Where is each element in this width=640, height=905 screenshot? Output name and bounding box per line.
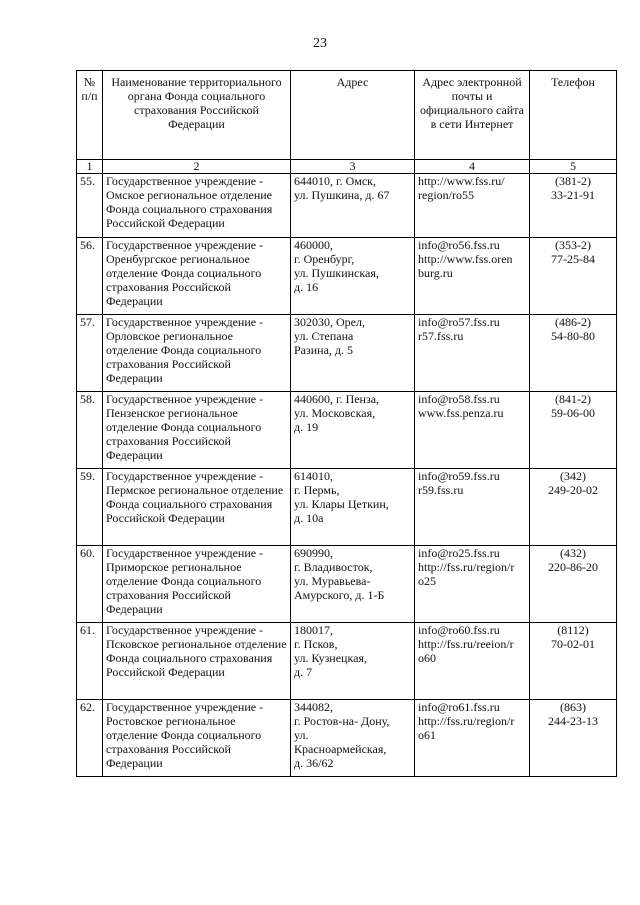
- office-name: Государственное учреждение - Приморское региональное отделение Фонда социального страхования Российской Федерации: [103, 546, 291, 623]
- contact-line: r59.fss.ru: [418, 483, 464, 497]
- contact-line: r57.fss.ru: [418, 329, 464, 343]
- column-number-row: [77, 160, 617, 174]
- table-row: [77, 623, 617, 700]
- contact-line: www.fss.penza.ru: [418, 406, 504, 420]
- office-address: 460000, г. Оренбург, ул. Пушкинская, д. 16: [291, 238, 415, 315]
- row-number: 56.: [77, 238, 103, 315]
- table-row: [77, 174, 617, 238]
- row-number: 58.: [77, 392, 103, 469]
- contact-line: o60: [418, 651, 436, 665]
- office-contact: [415, 238, 530, 315]
- table-body: [77, 174, 617, 777]
- row-number: 62.: [77, 700, 103, 777]
- office-address: 180017, г. Псков, ул. Кузнецкая, д. 7: [291, 623, 415, 700]
- office-address: 440600, г. Пенза, ул. Московская, д. 19: [291, 392, 415, 469]
- contact-line: info@ro61.fss.ru: [418, 700, 500, 714]
- page-number: 23: [313, 36, 327, 51]
- phone-number: 59-06-00: [551, 406, 595, 420]
- office-phone: [530, 174, 617, 238]
- header-address: Адрес: [291, 71, 415, 160]
- fss-offices-table: [76, 70, 617, 777]
- table-row: [77, 315, 617, 392]
- office-contact: [415, 546, 530, 623]
- column-number: 1: [77, 160, 103, 174]
- row-number: 57.: [77, 315, 103, 392]
- row-number: 55.: [77, 174, 103, 238]
- phone-area-code: (863): [560, 700, 586, 714]
- contact-line: info@ro25.fss.ru: [418, 546, 500, 560]
- office-name: Государственное учреждение - Орловское региональное отделение Фонда социального страхования Российской Федерации: [103, 315, 291, 392]
- office-name: Государственное учреждение - Ростовское региональное отделение Фонда социального страхования Российской Федерации: [103, 700, 291, 777]
- phone-number: 70-02-01: [551, 637, 595, 651]
- phone-area-code: (342): [560, 469, 586, 483]
- office-name: Государственное учреждение - Пензенское региональное отделение Фонда социального страхования Российской Федерации: [103, 392, 291, 469]
- contact-line: info@ro57.fss.ru: [418, 315, 500, 329]
- office-name: Государственное учреждение - Омское региональное отделение Фонда социального страхования Российской Федерации: [103, 174, 291, 238]
- phone-area-code: (841-2): [555, 392, 591, 406]
- contact-line: info@ro59.fss.ru: [418, 469, 500, 483]
- phone-area-code: (353-2): [555, 238, 591, 252]
- office-contact: [415, 700, 530, 777]
- office-contact: [415, 392, 530, 469]
- phone-number: 249-20-02: [548, 483, 598, 497]
- phone-area-code: (8112): [557, 623, 589, 637]
- row-number: 59.: [77, 469, 103, 546]
- column-number: 2: [103, 160, 291, 174]
- contact-line: region/ro55: [418, 188, 474, 202]
- contact-line: info@ro60.fss.ru: [418, 623, 500, 637]
- office-phone: [530, 546, 617, 623]
- office-name: Государственное учреждение - Псковское региональное отделение Фонда социального страхования Российской Федерации: [103, 623, 291, 700]
- contact-line: info@ro58.fss.ru: [418, 392, 500, 406]
- header-name: Наименование территориального органа Фонда социального страхования Российской Федерации: [103, 71, 291, 160]
- header-contact: Адрес электронной почты и официального сайта в сети Интернет: [415, 71, 530, 160]
- office-phone: [530, 469, 617, 546]
- office-name: Государственное учреждение - Оренбургское региональное отделение Фонда социального страхования Российской Федерации: [103, 238, 291, 315]
- office-name: Государственное учреждение - Пермское региональное отделение Фонда социального страхования Российской Федерации: [103, 469, 291, 546]
- office-contact: [415, 315, 530, 392]
- header-phone: Телефон: [530, 71, 617, 160]
- contact-line: http://fss.ru/region/r: [418, 560, 515, 574]
- contact-line: http://www.fss.oren: [418, 252, 513, 266]
- phone-area-code: (432): [560, 546, 586, 560]
- column-number: 3: [291, 160, 415, 174]
- table-row: [77, 700, 617, 777]
- office-address: 644010, г. Омск, ул. Пушкина, д. 67: [291, 174, 415, 238]
- office-address: 344082, г. Ростов-на- Дону, ул. Красноармейская, д. 36/62: [291, 700, 415, 777]
- contact-line: info@ro56.fss.ru: [418, 238, 500, 252]
- table-row: [77, 469, 617, 546]
- contact-line: http://fss.ru/reeion/r: [418, 637, 514, 651]
- column-number: 4: [415, 160, 530, 174]
- phone-number: 54-80-80: [551, 329, 595, 343]
- contact-line: o25: [418, 574, 436, 588]
- office-contact: [415, 469, 530, 546]
- office-phone: [530, 315, 617, 392]
- office-phone: [530, 700, 617, 777]
- contact-line: http://fss.ru/region/r: [418, 714, 515, 728]
- phone-number: 77-25-84: [551, 252, 595, 266]
- office-contact: [415, 174, 530, 238]
- phone-area-code: (381-2): [555, 174, 591, 188]
- row-number: 61.: [77, 623, 103, 700]
- office-address: 302030, Орел, ул. Степана Разина, д. 5: [291, 315, 415, 392]
- table-row: [77, 238, 617, 315]
- row-number: 60.: [77, 546, 103, 623]
- table-row: [77, 392, 617, 469]
- office-contact: [415, 623, 530, 700]
- phone-number: 220-86-20: [548, 560, 598, 574]
- phone-number: 33-21-91: [551, 188, 595, 202]
- phone-number: 244-23-13: [548, 714, 598, 728]
- contact-line: burg.ru: [418, 266, 453, 280]
- header-number: № п/п: [77, 71, 103, 160]
- office-address: 690990, г. Владивосток, ул. Муравьева- Амурского, д. 1-Б: [291, 546, 415, 623]
- contact-line: o61: [418, 728, 436, 742]
- office-phone: [530, 623, 617, 700]
- office-address: 614010, г. Пермь, ул. Клары Цеткин, д. 10а: [291, 469, 415, 546]
- contact-line: http://www.fss.ru/: [418, 174, 505, 188]
- office-phone: [530, 238, 617, 315]
- phone-area-code: (486-2): [555, 315, 591, 329]
- table-header-row: [77, 71, 617, 160]
- column-number: 5: [530, 160, 617, 174]
- office-phone: [530, 392, 617, 469]
- table-row: [77, 546, 617, 623]
